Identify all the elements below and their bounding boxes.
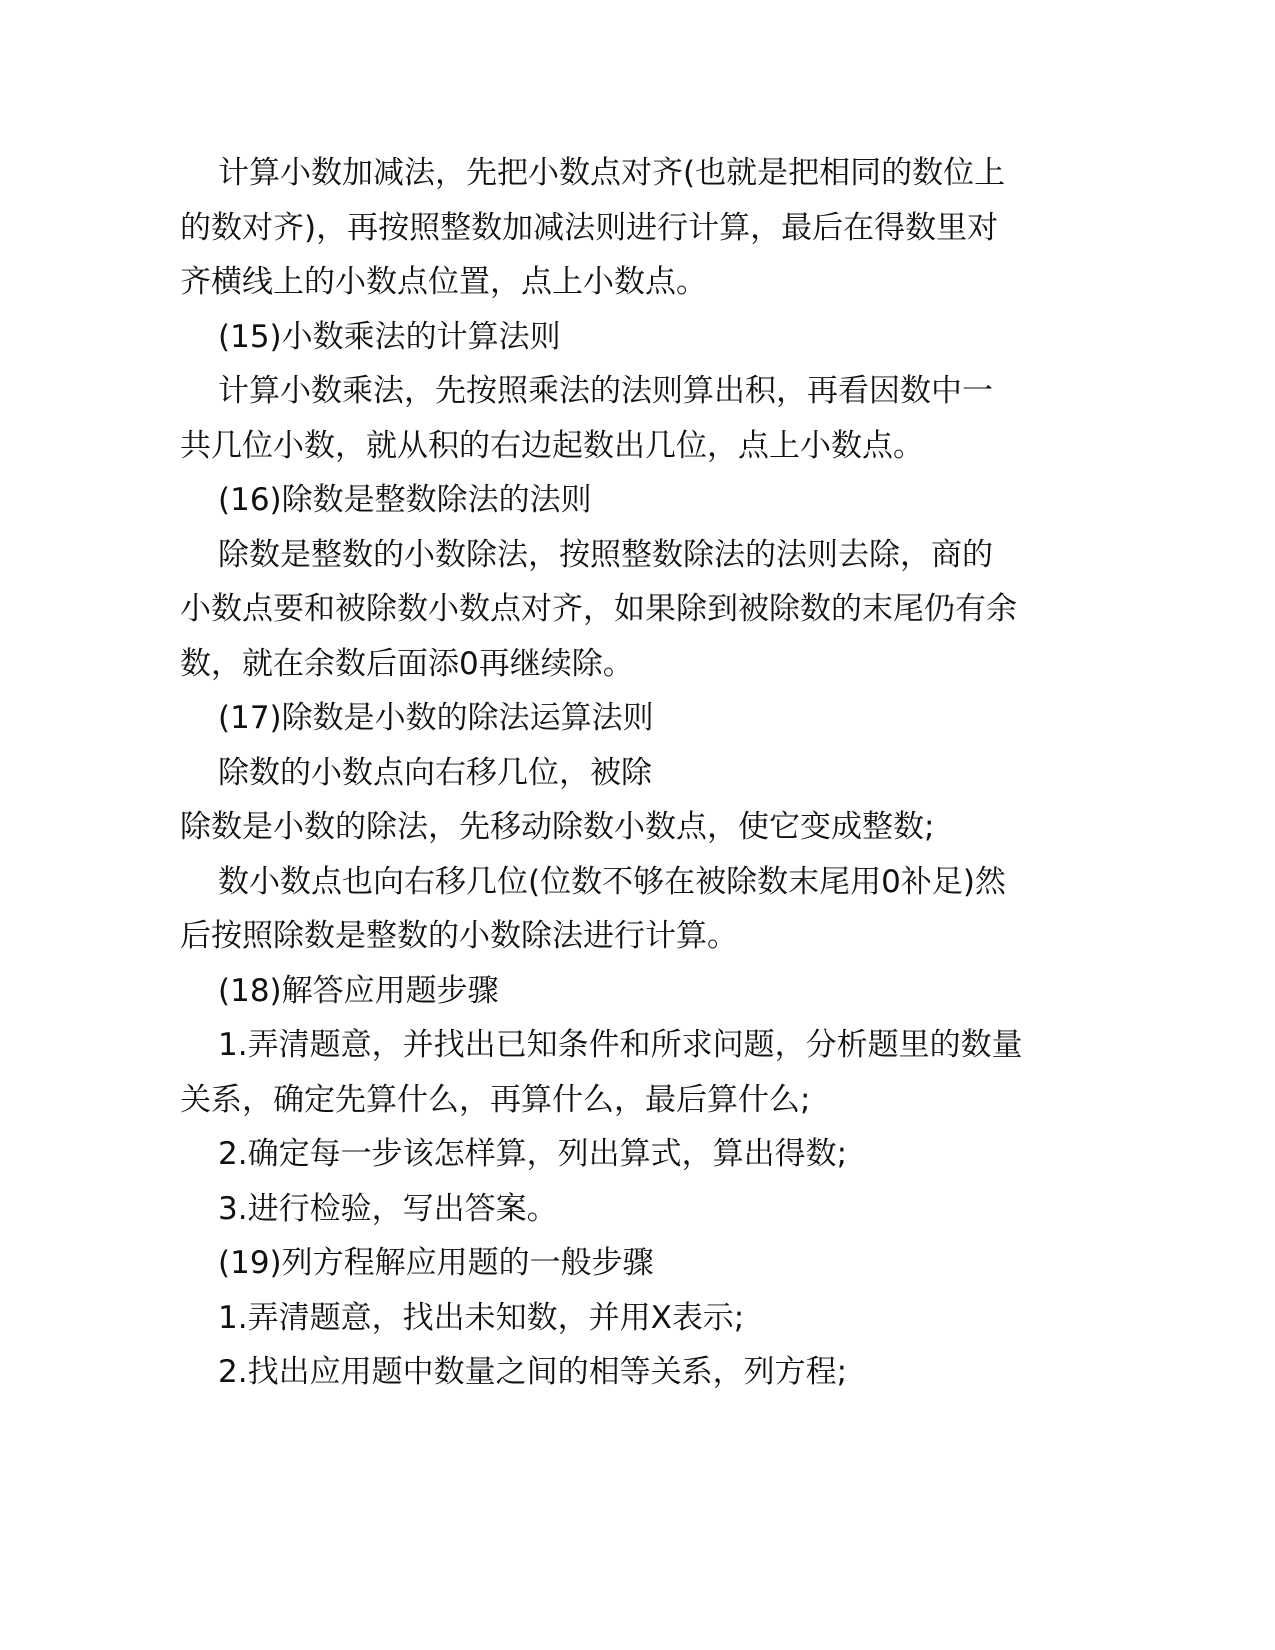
list-item: 2.确定每一步该怎样算，列出算式，算出得数; (218, 1136, 848, 1172)
paragraph-line: 齐横线上的小数点位置，点上小数点。 (180, 264, 707, 300)
paragraph-line: 共几位小数，就从积的右边起数出几位，点上小数点。 (180, 427, 924, 464)
section-heading: (18)解答应用题步骤 (218, 972, 499, 1009)
list-item: 3.进行检验，写出答案。 (218, 1190, 558, 1227)
section-heading: (15)小数乘法的计算法则 (218, 318, 561, 355)
paragraph-line: 数，就在余数后面添0再继续除。 (180, 645, 634, 682)
paragraph-line: 除数是小数的除法，先移动除数小数点，使它变成整数; (180, 809, 935, 845)
document-body (180, 146, 1050, 1400)
paragraph-line: 除数是整数的小数除法，按照整数除法的法则去除，商的 (218, 536, 993, 573)
paragraph-line: 计算小数乘法，先按照乘法的法则算出积，再看因数中一 (218, 373, 993, 409)
section-heading: (17)除数是小数的除法运算法则 (218, 700, 654, 736)
paragraph-line: 的数对齐)，再按照整数加减法则进行计算，最后在得数里对 (180, 209, 999, 246)
section-heading: (19)列方程解应用题的一般步骤 (218, 1245, 654, 1281)
paragraph-line: 小数点要和被除数小数点对齐，如果除到被除数的末尾仍有余 (180, 591, 1017, 627)
list-item: 2.找出应用题中数量之间的相等关系，列方程; (218, 1354, 848, 1390)
list-item-continuation: 关系，确定先算什么，再算什么，最后算什么; (180, 1081, 811, 1118)
list-item: 1.弄清题意，并找出已知条件和所求问题，分析题里的数量 (218, 1027, 1023, 1063)
paragraph-line: 后按照除数是整数的小数除法进行计算。 (180, 918, 738, 954)
paragraph-line: 除数的小数点向右移几位，被除 (218, 754, 652, 791)
list-item: 1.弄清题意，找出未知数，并用X表示; (218, 1299, 745, 1336)
section-heading: (16)除数是整数除法的法则 (218, 482, 592, 518)
paragraph-line: 计算小数加减法，先把小数点对齐(也就是把相同的数位上 (218, 155, 1006, 191)
paragraph-line: 数小数点也向右移几位(位数不够在被除数末尾用0补足)然 (218, 863, 1006, 900)
